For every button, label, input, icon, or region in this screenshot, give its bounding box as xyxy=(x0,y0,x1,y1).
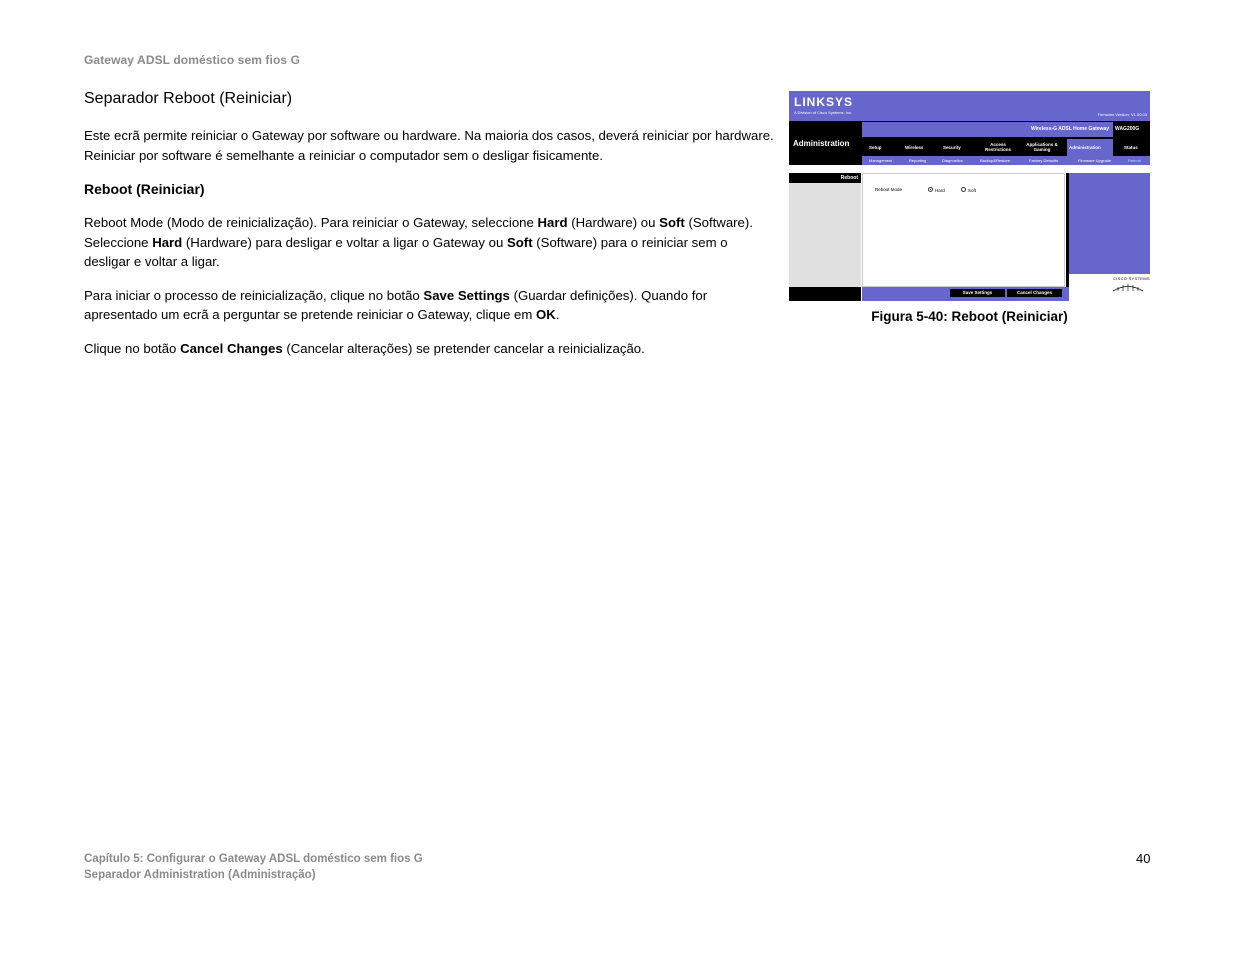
section-label: Administration xyxy=(793,139,850,148)
subtab-diagnostics[interactable]: Diagnostics xyxy=(942,158,963,163)
text: (Hardware) ou xyxy=(567,215,660,230)
firmware-version: Firmware Version: V1.00.03 xyxy=(1097,112,1147,117)
text: (Cancelar alterações) se pretender cancelar a reinicialização. xyxy=(282,340,645,356)
tab-applications-gaming[interactable]: Applications & Gaming xyxy=(1026,142,1058,152)
sidebar-label: Reboot xyxy=(840,175,858,181)
text: (Software) para o reiniciar sem o desligar e voltar a ligar. xyxy=(84,234,728,269)
linksys-logo: LINKSYS xyxy=(794,95,854,109)
subtab-reboot[interactable]: Reboot xyxy=(1128,158,1141,163)
tab-setup[interactable]: Setup xyxy=(869,145,882,150)
tab-access-restrictions[interactable]: Access Restrictions xyxy=(984,142,1011,152)
text: (Software). Seleccione xyxy=(84,215,753,250)
radio-soft-label: Soft xyxy=(968,188,977,193)
text: Clique no botão xyxy=(84,340,181,356)
intro-paragraph: Este ecrã permite reiniciar o Gateway por software ou hardware. Na maioria dos casos, deverá reiniciar por hardware. Reiniciar por software é semelhante a reiniciar o computador sem o desligar fisicamente. xyxy=(84,128,774,163)
text: Para iniciar o processo de reinicialização, clique no botão xyxy=(84,287,424,303)
text: (Guardar definições). Quando for apresentado um ecrã a perguntar se pretende reiniciar o Gateway, clique em xyxy=(84,287,708,322)
footer-chapter: Capítulo 5: Configurar o Gateway ADSL doméstico sem fios G xyxy=(84,853,423,865)
logo-subtitle: A Division of Cisco Systems, Inc. xyxy=(794,110,853,115)
subheading: Reboot (Reiniciar) xyxy=(84,181,205,197)
bold-term: OK xyxy=(536,307,556,322)
save-settings-paragraph xyxy=(84,286,774,325)
right-panel-divider xyxy=(1066,173,1069,287)
subtab-factory-defaults[interactable]: Factory Defaults xyxy=(1029,158,1059,163)
radio-hard-label: Hard xyxy=(935,188,945,193)
separator xyxy=(789,165,1150,173)
product-name: Wireless-G ADSL Home Gateway xyxy=(1030,126,1109,132)
bold-term: Hard xyxy=(152,234,183,250)
subtab-firmware-upgrade[interactable]: Firmware Upgrade xyxy=(1078,158,1112,163)
text: Reboot Mode (Modo de reinicialização). Para reiniciar o Gateway, seleccione xyxy=(84,215,538,230)
bottom-bar-left xyxy=(789,287,861,301)
footer-subsection: Separador Administration (Administração) xyxy=(84,869,316,881)
radio-hard[interactable] xyxy=(928,187,933,192)
reboot-mode-paragraph xyxy=(84,213,774,272)
bold-term: Save Settings xyxy=(423,287,510,303)
save-settings-button[interactable]: Save Settings xyxy=(950,289,1005,297)
tab-administration[interactable]: Administration xyxy=(1069,145,1101,150)
subtab-backup-restore[interactable]: Backup&Restore xyxy=(980,158,1011,163)
bold-term: Soft xyxy=(659,215,685,230)
subtab-reporting[interactable]: Reporting xyxy=(909,158,927,163)
subtab-management[interactable]: Management xyxy=(869,158,893,163)
tab-security[interactable]: Security xyxy=(943,145,961,150)
cisco-bridge-icon xyxy=(1113,282,1143,292)
reboot-mode-label: Reboot Mode xyxy=(875,187,903,192)
model-name: WAG200G xyxy=(1115,126,1140,132)
bold-term: Soft xyxy=(506,234,533,250)
bold-term: Hard xyxy=(537,215,568,230)
page-number: 40 xyxy=(1136,851,1151,866)
figure-caption: Figura 5-40: Reboot (Reiniciar) xyxy=(871,309,1068,324)
sidebar-panel xyxy=(789,183,861,287)
cancel-changes-button[interactable]: Cancel Changes xyxy=(1007,289,1062,297)
radio-soft[interactable] xyxy=(961,187,966,192)
bold-term: Cancel Changes xyxy=(180,340,283,356)
text: . xyxy=(555,307,560,322)
main-content xyxy=(84,88,774,372)
section-title: Separador Reboot (Reiniciar) xyxy=(84,90,293,107)
figure-screenshot xyxy=(789,91,1150,301)
text: (Hardware) para desligar e voltar a ligar o Gateway ou xyxy=(182,234,507,250)
tab-status[interactable]: Status xyxy=(1124,145,1138,150)
tab-wireless[interactable]: Wireless xyxy=(905,145,924,150)
brand-footer: CISCO SYSTEMS xyxy=(1113,276,1150,281)
footer-left xyxy=(84,851,423,883)
cancel-changes-paragraph xyxy=(84,339,774,359)
running-header: Gateway ADSL doméstico sem fios G xyxy=(84,53,301,67)
